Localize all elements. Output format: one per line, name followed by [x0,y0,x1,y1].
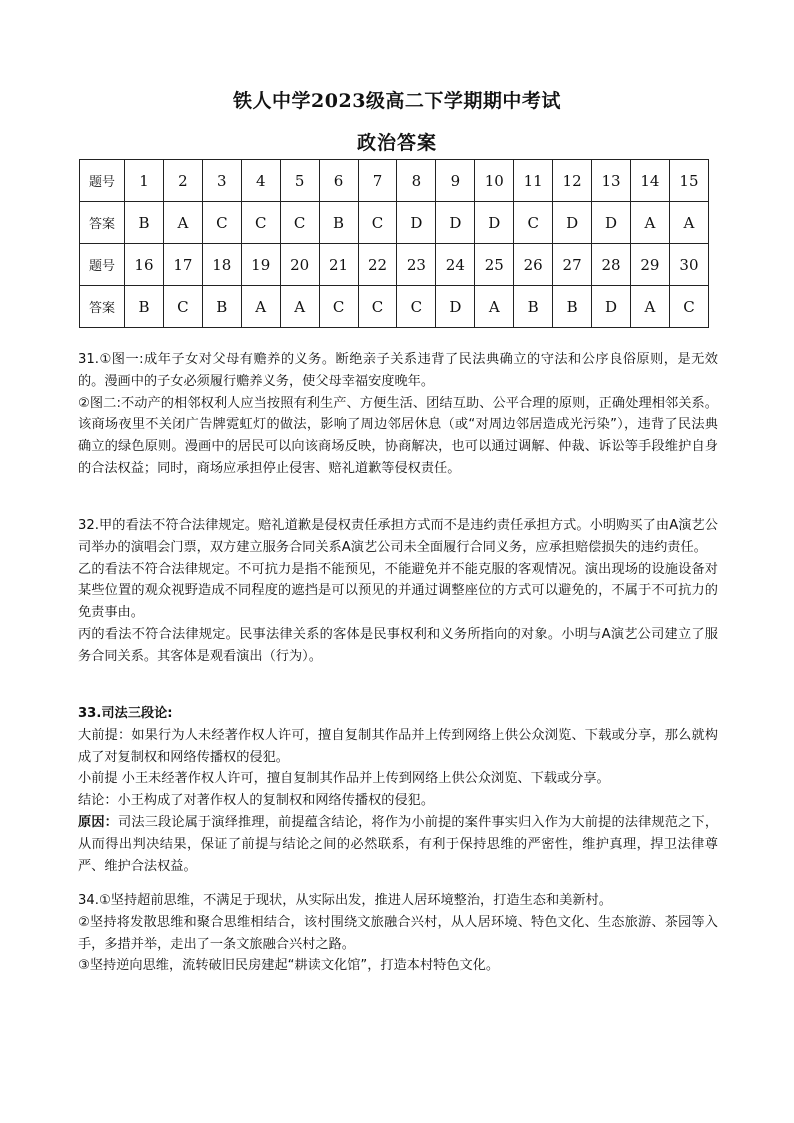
question-number-cell: 5 [280,160,319,202]
row-label: 题号 [80,244,125,286]
answer-33-conclusion: 结论：小王构成了对著作权人的复制权和网络传播权的侵犯。 [78,793,435,809]
answer-34-part1: 34.①坚持超前思维，不满足于现状，从实际出发，推进人居环境整治，打造生态和美新村。 [78,893,612,908]
answer-letter-cell: A [475,286,514,328]
question-number-cell: 21 [319,244,358,286]
answer-32-part3: 丙的看法不符合法律规定。民事法律关系的客体是民事权利和义务所指向的对象。小明与A演艺公司建立了服务合同关系。其客体是观看演出（行为）。 [78,626,718,664]
row-label: 答案 [80,202,125,244]
question-number-cell: 26 [514,244,553,286]
answer-letter-cell: A [669,202,708,244]
answer-32-part1: 32.甲的看法不符合法律规定。赔礼道歉是侵权责任承担方式而不是违约责任承担方式。小明购买了由A演艺公司举办的演唱会门票，双方建立服务合同关系A演艺公司未全面履行合同义务，应承担赔偿损失的违约责任。 [78,518,718,555]
question-number-cell: 2 [163,160,202,202]
answer-letter-cell: D [436,202,475,244]
question-number-cell: 7 [358,160,397,202]
answer-letter-cell: C [514,202,553,244]
answer-letter-cell: D [436,286,475,328]
question-number-cell: 28 [592,244,631,286]
answer-33-reason-text: 司法三段论属于演绎推理，前提蕴含结论，将作为小前提的案件事实归入作为大前提的法律规范之下，从而得出判决结果，保证了前提与结论之间的必然联系，有利于保持思维的严密性，维护真理，捍卫法律尊严、维护合法权益。 [78,814,719,874]
answer-33-minor-premise: 小前提 小王未经著作权人许可，擅自复制其作品并上传到网络上供公众浏览、下载或分享。 [78,771,610,787]
question-number-cell: 14 [630,160,669,202]
question-number-cell: 27 [553,244,592,286]
answer-34 [78,890,718,977]
answer-letter-cell: C [397,286,436,328]
answer-31 [78,349,718,480]
question-number-cell: 13 [592,160,631,202]
exam-subtitle: 政治答案 [356,132,437,154]
answer-table-row [80,244,709,286]
question-number-cell: 4 [241,160,280,202]
question-number-cell: 30 [669,244,708,286]
question-number-cell: 17 [163,244,202,286]
question-number-cell: 18 [202,244,241,286]
answer-letter-cell: A [280,286,319,328]
question-number-cell: 3 [202,160,241,202]
row-label: 题号 [80,160,125,202]
question-number-cell: 25 [475,244,514,286]
answer-letter-cell: C [280,202,319,244]
answer-letter-cell: C [319,286,358,328]
question-number-cell: 20 [280,244,319,286]
question-number-cell: 16 [125,244,164,286]
question-number-cell: 15 [669,160,708,202]
answer-letter-cell: A [630,286,669,328]
answer-33-heading: 33.司法三段论: [78,706,173,721]
answer-table-row [80,286,709,328]
answer-letter-cell: C [669,286,708,328]
answer-letter-cell: D [397,202,436,244]
answer-letter-cell: D [592,202,631,244]
question-number-cell: 11 [514,160,553,202]
question-number-cell: 6 [319,160,358,202]
answer-letter-cell: D [592,286,631,328]
answer-letter-cell: B [125,286,164,328]
answer-34-part3: ③坚持逆向思维，流转破旧民房建起“耕读文化馆”，打造本村特色文化。 [78,958,500,974]
answer-33-major-premise: 大前提：如果行为人未经著作权人许可，擅自复制其作品并上传到网络上供公众浏览、下载或分享，那么就构成了对复制权和网络传播权的侵犯。 [78,727,718,765]
answer-33-reason-label: 原因： [78,814,119,830]
exam-title: 铁人中学2023级高二下学期期中考试 [233,90,561,112]
answer-letter-cell: C [358,202,397,244]
answer-table-row [80,160,709,202]
answer-letter-cell: C [358,286,397,328]
answer-letter-cell: B [319,202,358,244]
answer-letter-cell: A [241,286,280,328]
answer-32-part2: 乙的看法不符合法律规定。不可抗力是指不能预见，不能避免并不能克服的客观情况。演出现场的设施设备对某些位置的观众视野造成不同程度的遮挡是可以预见的并通过调整座位的方式可以避免的，不属于不可抗力的免责事由。 [78,561,718,621]
answer-letter-cell: A [163,202,202,244]
answer-34-part2: ②坚持将发散思维和聚合思维相结合，该村围绕文旅融合兴村，从人居环境、特色文化、生态旅游、茶园等入手，多措并举，走出了一条文旅融合兴村之路。 [78,914,718,952]
answer-letter-cell: C [241,202,280,244]
answer-letter-cell: B [553,286,592,328]
answer-letter-cell: B [514,286,553,328]
answer-33-reason [78,812,718,877]
answer-table [79,159,709,328]
answer-table-row [80,202,709,244]
question-number-cell: 23 [397,244,436,286]
answer-letter-cell: C [163,286,202,328]
question-number-cell: 29 [630,244,669,286]
answer-33 [78,703,718,877]
question-number-cell: 8 [397,160,436,202]
question-number-cell: 9 [436,160,475,202]
question-number-cell: 22 [358,244,397,286]
answer-letter-cell: D [475,202,514,244]
question-number-cell: 10 [475,160,514,202]
answer-letter-cell: B [125,202,164,244]
question-number-cell: 1 [125,160,164,202]
answer-31-part1: 31.①图一:成年子女对父母有赡养的义务。断绝亲子关系违背了民法典确立的守法和公序良俗原则，是无效的。漫画中的子女必须履行赡养义务，使父母幸福安度晚年。 [78,352,718,389]
answer-letter-cell: A [630,202,669,244]
question-number-cell: 12 [553,160,592,202]
answer-31-part2: ②图二:不动产的相邻权利人应当按照有利生产、方便生活、团结互助、公平合理的原则，正确处理相邻关系。该商场夜里不关闭广告牌霓虹灯的做法，影响了周边邻居休息（或“对周边邻居造成光污染”），违背了民法典确立的绿色原则。漫画中的居民可以向该商场反映，协商解决，也可以通过调解、仲裁、诉讼等手段维护自身的合法权益；同时，商场应承担停止侵害、赔礼道歉等侵权责任。 [78,395,718,476]
answer-letter-cell: D [553,202,592,244]
answer-letter-cell: B [202,286,241,328]
question-number-cell: 19 [241,244,280,286]
question-number-cell: 24 [436,244,475,286]
answer-32 [78,515,718,668]
row-label: 答案 [80,286,125,328]
answer-letter-cell: C [202,202,241,244]
